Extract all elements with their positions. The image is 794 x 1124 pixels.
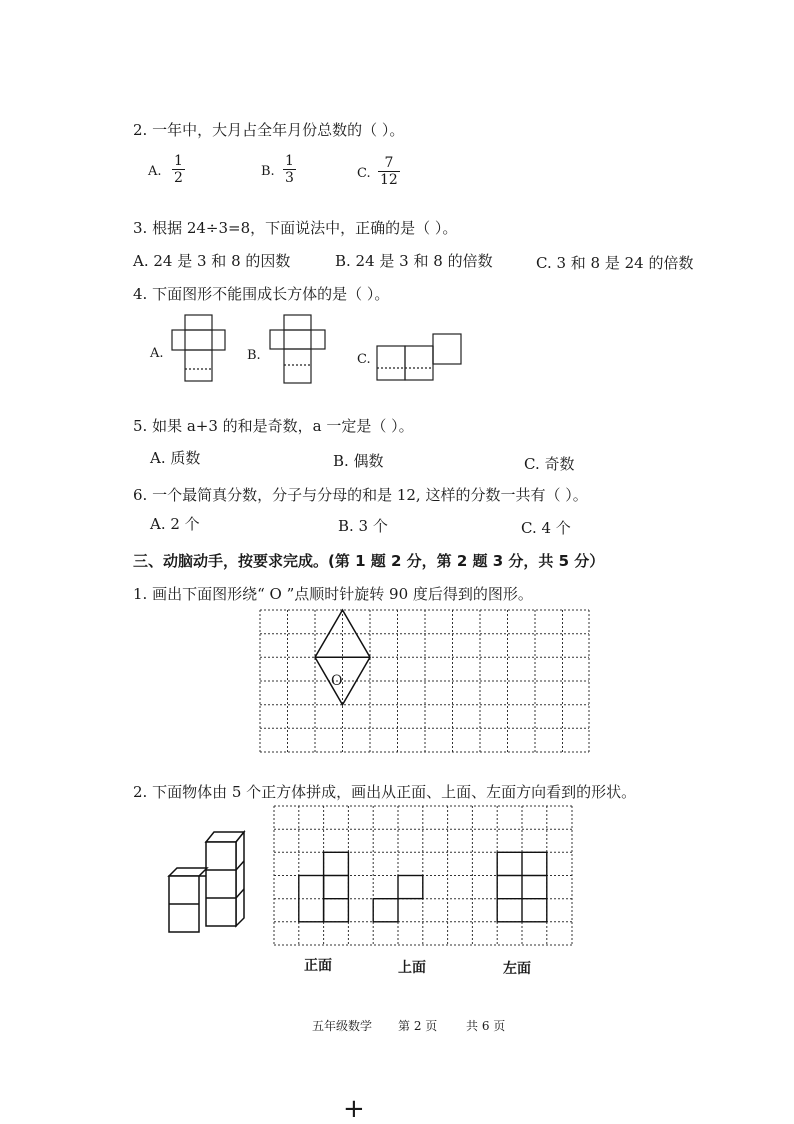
q4-net-b-figure xyxy=(268,313,328,385)
q5-option-c: C. 奇数 xyxy=(524,455,575,473)
rotation-grid-figure xyxy=(259,609,591,754)
q2-option-b-label: B. xyxy=(261,164,275,179)
q2-option-a-fraction xyxy=(172,153,185,186)
q4-option-c-label: C. xyxy=(357,352,371,367)
q5-option-b: B. 偶数 xyxy=(333,452,384,470)
footer-total-pages: 共 6 页 xyxy=(466,1019,506,1033)
q3-stem: 3. 根据 24÷3=8，下面说法中，正确的是（ ）。 xyxy=(133,219,458,237)
q2-option-b-fraction xyxy=(283,153,296,186)
q3-option-b: B. 24 是 3 和 8 的倍数 xyxy=(335,252,493,270)
q2-option-a-numerator: 1 xyxy=(174,153,183,169)
rotation-point-label: O xyxy=(331,673,343,689)
section-3-problem-1: 1. 画出下面图形绕“ O ”点顺时针旋转 90 度后得到的图形。 xyxy=(133,585,533,603)
q4-stem: 4. 下面图形不能围成长方体的是（ ）。 xyxy=(133,285,390,303)
q2-option-c-numerator: 7 xyxy=(378,155,400,172)
q2-option-b-denominator: 3 xyxy=(285,170,294,186)
q2-stem: 2. 一年中，大月占全年月份总数的（ ）。 xyxy=(133,121,405,139)
q2-option-c-label: C. xyxy=(357,166,371,181)
q5-option-a: A. 质数 xyxy=(150,449,201,467)
q2-option-b-numerator: 1 xyxy=(285,153,294,169)
q4-option-a-label: A. xyxy=(150,346,164,361)
q5-stem: 5. 如果 a+3 的和是奇数，a 一定是（ ）。 xyxy=(133,417,414,435)
q3-option-a: A. 24 是 3 和 8 的因数 xyxy=(133,252,291,270)
q3-option-c: C. 3 和 8 是 24 的倍数 xyxy=(536,254,694,272)
q6-option-c: C. 4 个 xyxy=(521,519,571,537)
section-3-problem-2: 2. 下面物体由 5 个正方体拼成，画出从正面、上面、左面方向看到的形状。 xyxy=(133,783,637,801)
q4-net-c-figure xyxy=(375,332,465,382)
q6-option-b: B. 3 个 xyxy=(338,517,388,535)
q2-option-c-denominator: 12 xyxy=(380,172,398,188)
view-label-left: 左面 xyxy=(503,961,531,977)
q2-option-c-fraction xyxy=(378,155,400,188)
view-label-top: 上面 xyxy=(398,960,426,976)
q6-stem: 6. 一个最简真分数，分子与分母的和是 12, 这样的分数一共有（ ）。 xyxy=(133,486,588,504)
crosshair-mark: + xyxy=(343,1094,365,1124)
q6-option-a: A. 2 个 xyxy=(150,515,200,533)
view-label-front: 正面 xyxy=(304,958,332,974)
q2-option-a-label: A. xyxy=(148,164,162,179)
cube-stack-figure xyxy=(166,828,246,933)
footer-subject: 五年级数学 xyxy=(312,1019,373,1033)
q4-option-b-label: B. xyxy=(247,348,261,363)
views-grid-figure xyxy=(273,805,575,947)
q2-option-a-denominator: 2 xyxy=(174,170,183,186)
section-3-heading: 三、动脑动手，按要求完成。(第 1 题 2 分，第 2 题 3 分，共 5 分） xyxy=(133,552,605,570)
footer-page-number: 第 2 页 xyxy=(398,1019,438,1033)
q4-net-a-figure xyxy=(170,313,230,383)
